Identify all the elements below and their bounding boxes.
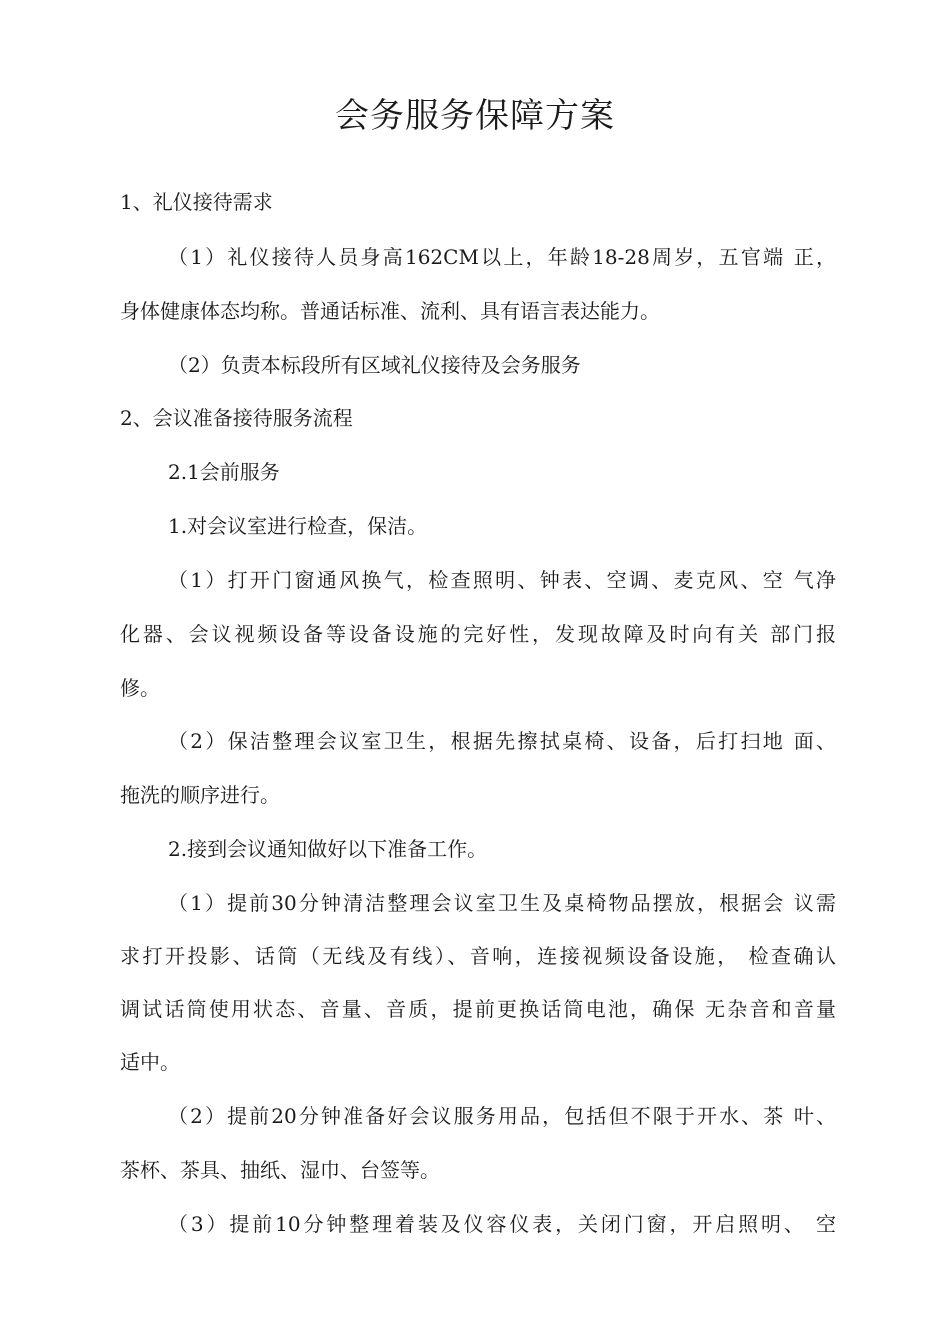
page-title: 会务服务保障方案 — [335, 96, 615, 136]
paragraph-line: （2）保洁整理会议室卫生，根据先擦拭桌椅、设备，后打扫地 面、 — [168, 729, 836, 753]
section-heading-2: 2、会议准备接待服务流程 — [120, 406, 353, 430]
paragraph-line: 适中。 — [120, 1050, 180, 1074]
paragraph-line: （1）打开门窗通风换气，检查照明、钟表、空调、麦克风、空 气净 — [168, 568, 836, 592]
paragraph-line: （2）负责本标段所有区域礼仪接待及会务服务 — [168, 353, 581, 377]
paragraph-line: 调试话筒使用状态、音量、音质，提前更换话筒电池，确保 无杂音和音量 — [120, 997, 836, 1021]
list-item-heading: 2.接到会议通知做好以下准备工作。 — [168, 837, 488, 861]
list-item-heading: 1.对会议室进行检查，保洁。 — [168, 514, 428, 538]
paragraph-line: 茶杯、茶具、抽纸、湿巾、台签等。 — [120, 1158, 440, 1182]
paragraph-line: （1）提前30分钟清洁整理会议室卫生及桌椅物品摆放，根据会 议需 — [168, 891, 836, 915]
paragraph-line: 身体健康体态均称。普通话标准、流利、具有语言表达能力。 — [120, 299, 660, 323]
paragraph-line: （2）提前20分钟准备好会议服务用品，包括但不限于开水、茶 叶、 — [168, 1104, 836, 1128]
paragraph-line: 求打开投影、话筒（无线及有线）、音响，连接视频设备设施， 检查确认 — [120, 944, 836, 968]
subsection-heading: 2.1会前服务 — [168, 460, 280, 484]
paragraph-line: （3）提前10分钟整理着装及仪容仪表，关闭门窗，开启照明、 空 — [168, 1212, 836, 1236]
paragraph-line: （1）礼仪接待人员身高162CM以上，年龄18-28周岁，五官端 正， — [168, 245, 836, 269]
section-heading-1: 1、礼仪接待需求 — [120, 190, 273, 214]
paragraph-line: 修。 — [120, 676, 160, 700]
paragraph-line: 化器、会议视频设备等设备设施的完好性，发现故障及时向有关 部门报 — [120, 622, 836, 646]
paragraph-line: 拖洗的顺序进行。 — [120, 783, 280, 807]
